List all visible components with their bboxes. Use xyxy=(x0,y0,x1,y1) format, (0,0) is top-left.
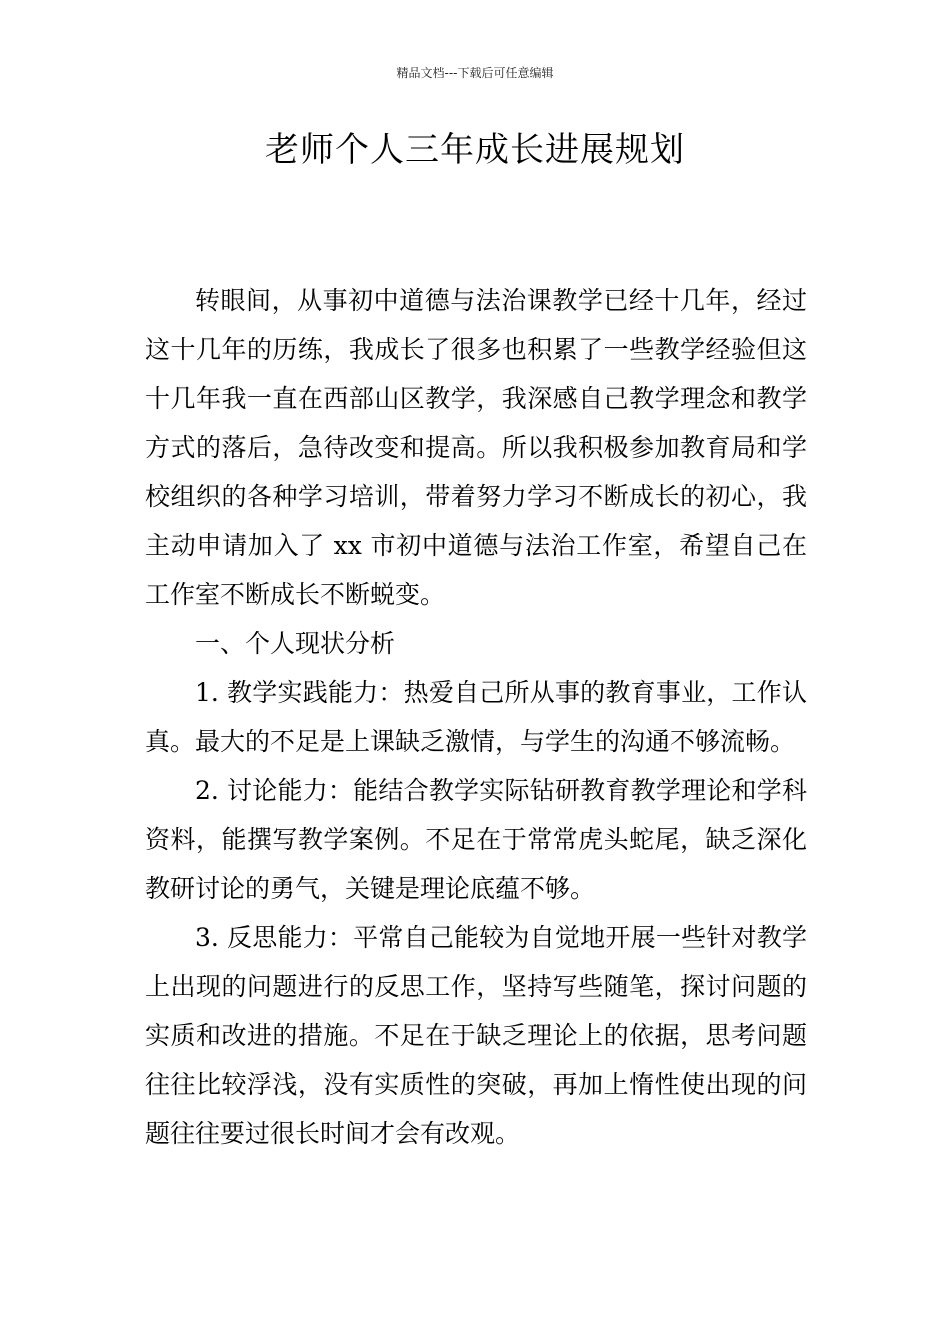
document-body xyxy=(145,276,807,1158)
intro-paragraph: 转眼间，从事初中道德与法治课教学已经十几年，经过这十几年的历练，我成长了很多也积累了一些教学经验但这十几年我一直在西部山区教学，我深感自己教学理念和教学方式的落后，急待改变和提高。所以我积极参加教育局和学校组织的各种学习培训，带着努力学习不断成长的初心，我主动申请加入了 xx 市初中道德与法治工作室，希望自己在工作室不断成长不断蜕变。 xyxy=(145,286,807,609)
document-title: 老师个人三年成长进展规划 xyxy=(265,130,685,170)
header-note: 精品文档---下载后可任意编辑 xyxy=(396,66,554,80)
item-paragraph-2: 2. 讨论能力：能结合教学实际钻研教育教学理论和学科资料，能撰写教学案例。不足在于常常虎头蛇尾，缺乏深化教研讨论的勇气，关键是理论底蕴不够。 xyxy=(145,776,807,903)
item-paragraph-3: 3. 反思能力：平常自己能较为自觉地开展一些针对教学上出现的问题进行的反思工作，坚持写些随笔，探讨问题的实质和改进的措施。不足在于缺乏理论上的依据，思考问题往往比较浮浅，没有实质性的突破，再加上惰性使出现的问题往往要过很长时间才会有改观。 xyxy=(145,923,807,1148)
section-heading: 一、个人现状分析 xyxy=(195,629,396,658)
item-paragraph-1: 1. 教学实践能力：热爱自己所从事的教育事业，工作认真。最大的不足是上课缺乏激情，与学生的沟通不够流畅。 xyxy=(145,678,807,756)
